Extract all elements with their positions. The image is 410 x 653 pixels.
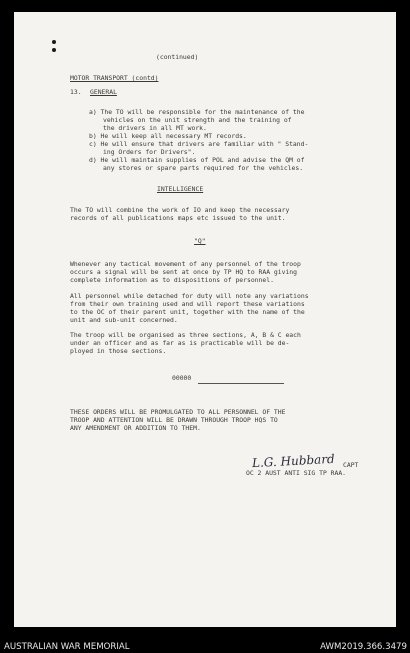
signature-title: OC 2 AUST ANTI SIG TP RAA.	[246, 469, 347, 477]
paragraph-line: ployed in those sections.	[70, 347, 167, 355]
list-item-line: d) He will maintain supplies of POL and advise the QM of	[89, 156, 305, 164]
section-title: GENERAL	[90, 88, 117, 96]
section-heading: MOTOR TRANSPORT (contd)	[70, 74, 159, 82]
list-item-line: c) He will ensure that drivers are familiar with " Stand-	[89, 140, 309, 148]
list-item-line: vehicles on the unit strength and the training of	[103, 116, 292, 124]
paragraph-line: from their own training used and will report these variations	[70, 300, 305, 308]
punch-hole	[52, 40, 56, 44]
paragraph-line: unit and sub-unit concerned.	[70, 316, 178, 324]
footer-credit: AUSTRALIAN WAR MEMORIAL	[4, 642, 130, 652]
divider-line	[198, 383, 284, 384]
footer-accession-number: AWM2019.366.3479	[320, 642, 407, 652]
paragraph-line: The TO will combine the work of IO and keep the necessary	[70, 206, 290, 214]
continued-label: (continued)	[156, 53, 199, 61]
handwritten-signature: L.G. Hubbard	[251, 451, 336, 471]
divider-mark: 00000	[172, 374, 192, 382]
section-number: 13.	[70, 88, 82, 96]
footer-bar	[0, 627, 410, 653]
list-item-line: any stores or spare parts required for the vehicles.	[103, 164, 304, 172]
punch-hole	[52, 48, 56, 52]
paragraph-line: The troop will be organised as three sections, A, B & C each	[70, 331, 301, 339]
paragraph-line: All personnel while detached for duty will note any variations	[70, 292, 309, 300]
closing-line: THESE ORDERS WILL BE PROMULGATED TO ALL PERSONNEL OF THE	[70, 408, 286, 416]
paragraph-line: complete information as to dispositions of personnel.	[70, 276, 274, 284]
paragraph-line: occurs a signal will be sent at once by TP HQ to RAA giving	[70, 268, 298, 276]
list-item-line: the drivers in all MT work.	[103, 124, 207, 132]
list-item-line: ing Orders for Drivers".	[103, 148, 196, 156]
list-item-line: a) The TO will be responsible for the maintenance of the	[89, 108, 305, 116]
paragraph-line: to the OC of their parent unit, together with the name of the	[70, 308, 305, 316]
signature-rank: CAPT	[343, 461, 359, 469]
closing-line: TROOP AND ATTENTION WILL BE DRAWN THROUGH TROOP HQS TO	[70, 416, 278, 424]
paragraph-line: Whenever any tactical movement of any personnel of the troop	[70, 260, 301, 268]
q-title: "Q"	[194, 237, 206, 245]
list-item-line: b) He will keep all necessary MT records.	[89, 132, 247, 140]
intelligence-title: INTELLIGENCE	[157, 185, 204, 193]
paragraph-line: under an officer and as far as is practicable will be de-	[70, 339, 290, 347]
paragraph-line: records of all publications maps etc issued to the unit.	[70, 214, 286, 222]
closing-line: ANY AMENDMENT OR ADDITION TO THEM.	[70, 424, 201, 432]
